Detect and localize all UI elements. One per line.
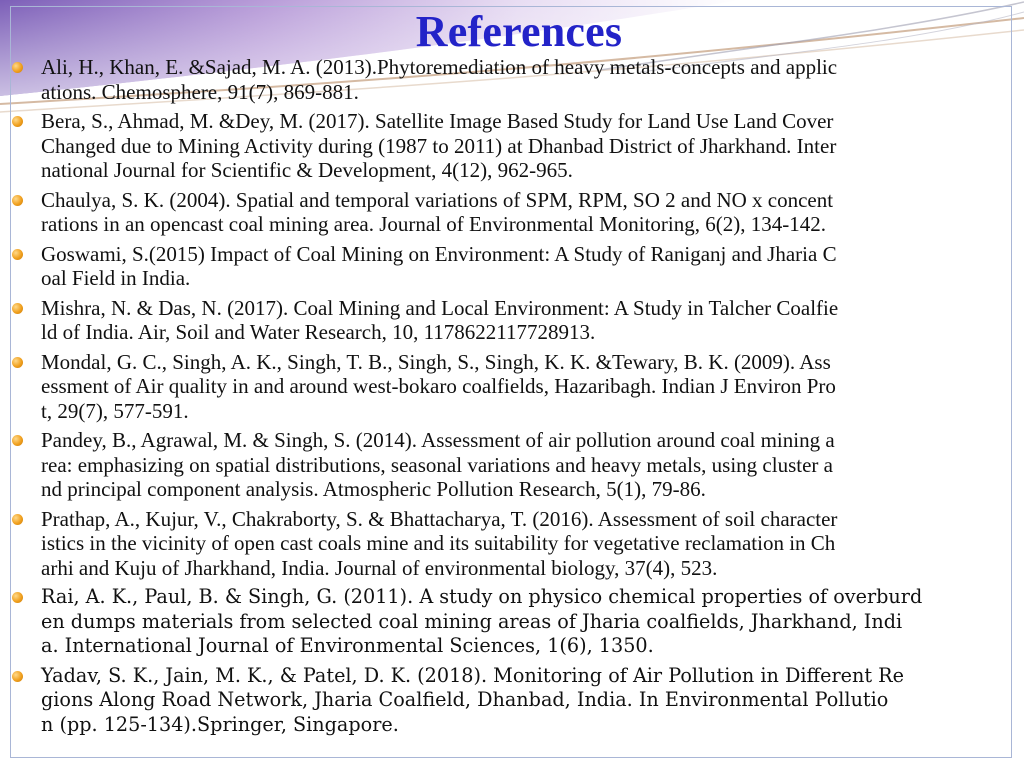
reference-item — [0, 242, 1024, 291]
reference-text: Chaulya, S. K. (2004). Spatial and temporal variations of SPM, RPM, SO 2 and NO x concent rations in an opencast coal mining area. Journal of Environmental Monitoring, 6(2), 134-142. — [41, 187, 834, 236]
reference-text: Rai, A. K., Paul, B. & Singh, G. (2011). A study on physico chemical properties of overburd en dumps materials from selected coal mining areas of Jharia coalfields, Jharkhand, Indi a. International Journal of Environmental Sciences, 1(6), 1350. — [41, 585, 923, 657]
orange-disc-bullet-icon — [12, 303, 23, 314]
orange-disc-bullet-icon — [12, 116, 23, 127]
reference-text: Goswami, S.(2015) Impact of Coal Mining on Environment: A Study of Raniganj and Jharia C oal Field in India. — [41, 241, 837, 290]
reference-text: Mishra, N. & Das, N. (2017). Coal Mining and Local Environment: A Study in Talcher Coalfie ld of India. Air, Soil and Water Research, 10, 1178622117728913. — [41, 295, 839, 344]
reference-item — [0, 55, 1024, 104]
reference-text: Mondal, G. C., Singh, A. K., Singh, T. B., Singh, S., Singh, K. K. &Tewary, B. K. (2009). Ass essment of Air quality in and around west-bokaro coalfields, Hazaribagh. Indian J Environ Pro t, 29(7), 577-591. — [41, 349, 836, 423]
orange-disc-bullet-icon — [12, 62, 23, 73]
orange-disc-bullet-icon — [12, 592, 23, 603]
orange-disc-bullet-icon — [12, 671, 23, 682]
orange-disc-bullet-icon — [12, 195, 23, 206]
reference-list — [0, 55, 1024, 742]
reference-item — [0, 350, 1024, 424]
reference-text: Prathap, A., Kujur, V., Chakraborty, S. & Bhattacharya, T. (2016). Assessment of soil character istics in the vicinity of open cast coals mine and its suitability for vegetative reclamation in Ch arhi and Kuju of Jharkhand, India. Journal of environmental biology, 37(4), 523. — [41, 506, 838, 580]
slide-title: References — [415, 7, 623, 56]
reference-item — [0, 664, 1024, 738]
orange-disc-bullet-icon — [12, 435, 23, 446]
reference-item — [0, 188, 1024, 237]
reference-item — [0, 109, 1024, 183]
reference-text: Bera, S., Ahmad, M. &Dey, M. (2017). Satellite Image Based Study for Land Use Land Cover Changed due to Mining Activity during (1987 to 2011) at Dhanbad District of Jharkhand. Inter national Journal for Scientific & Development, 4(12), 962-965. — [41, 109, 837, 182]
reference-item — [0, 296, 1024, 345]
reference-item — [0, 507, 1024, 581]
reference-text: Pandey, B., Agrawal, M. & Singh, S. (2014). Assessment of air pollution around coal mining a rea: emphasizing on spatial distributions, seasonal variations and heavy metals, using cluster a nd principal component analysis. Atmospheric Pollution Research, 5(1), 79-86. — [41, 428, 835, 501]
reference-item — [0, 428, 1024, 502]
reference-text: Ali, H., Khan, E. &Sajad, M. A. (2013).Phytoremediation of heavy metals-concepts and applic ations. Chemosphere, 91(7), 869-881. — [41, 55, 838, 104]
reference-item — [0, 585, 1024, 659]
reference-text: Yadav, S. K., Jain, M. K., & Patel, D. K. (2018). Monitoring of Air Pollution in Different Re gions Along Road Network, Jharia Coalfield, Dhanbad, India. In Environmental Pollutio n (pp. 125-134).Springer, Singapore. — [41, 663, 904, 736]
orange-disc-bullet-icon — [12, 249, 23, 260]
orange-disc-bullet-icon — [12, 514, 23, 525]
orange-disc-bullet-icon — [12, 357, 23, 368]
